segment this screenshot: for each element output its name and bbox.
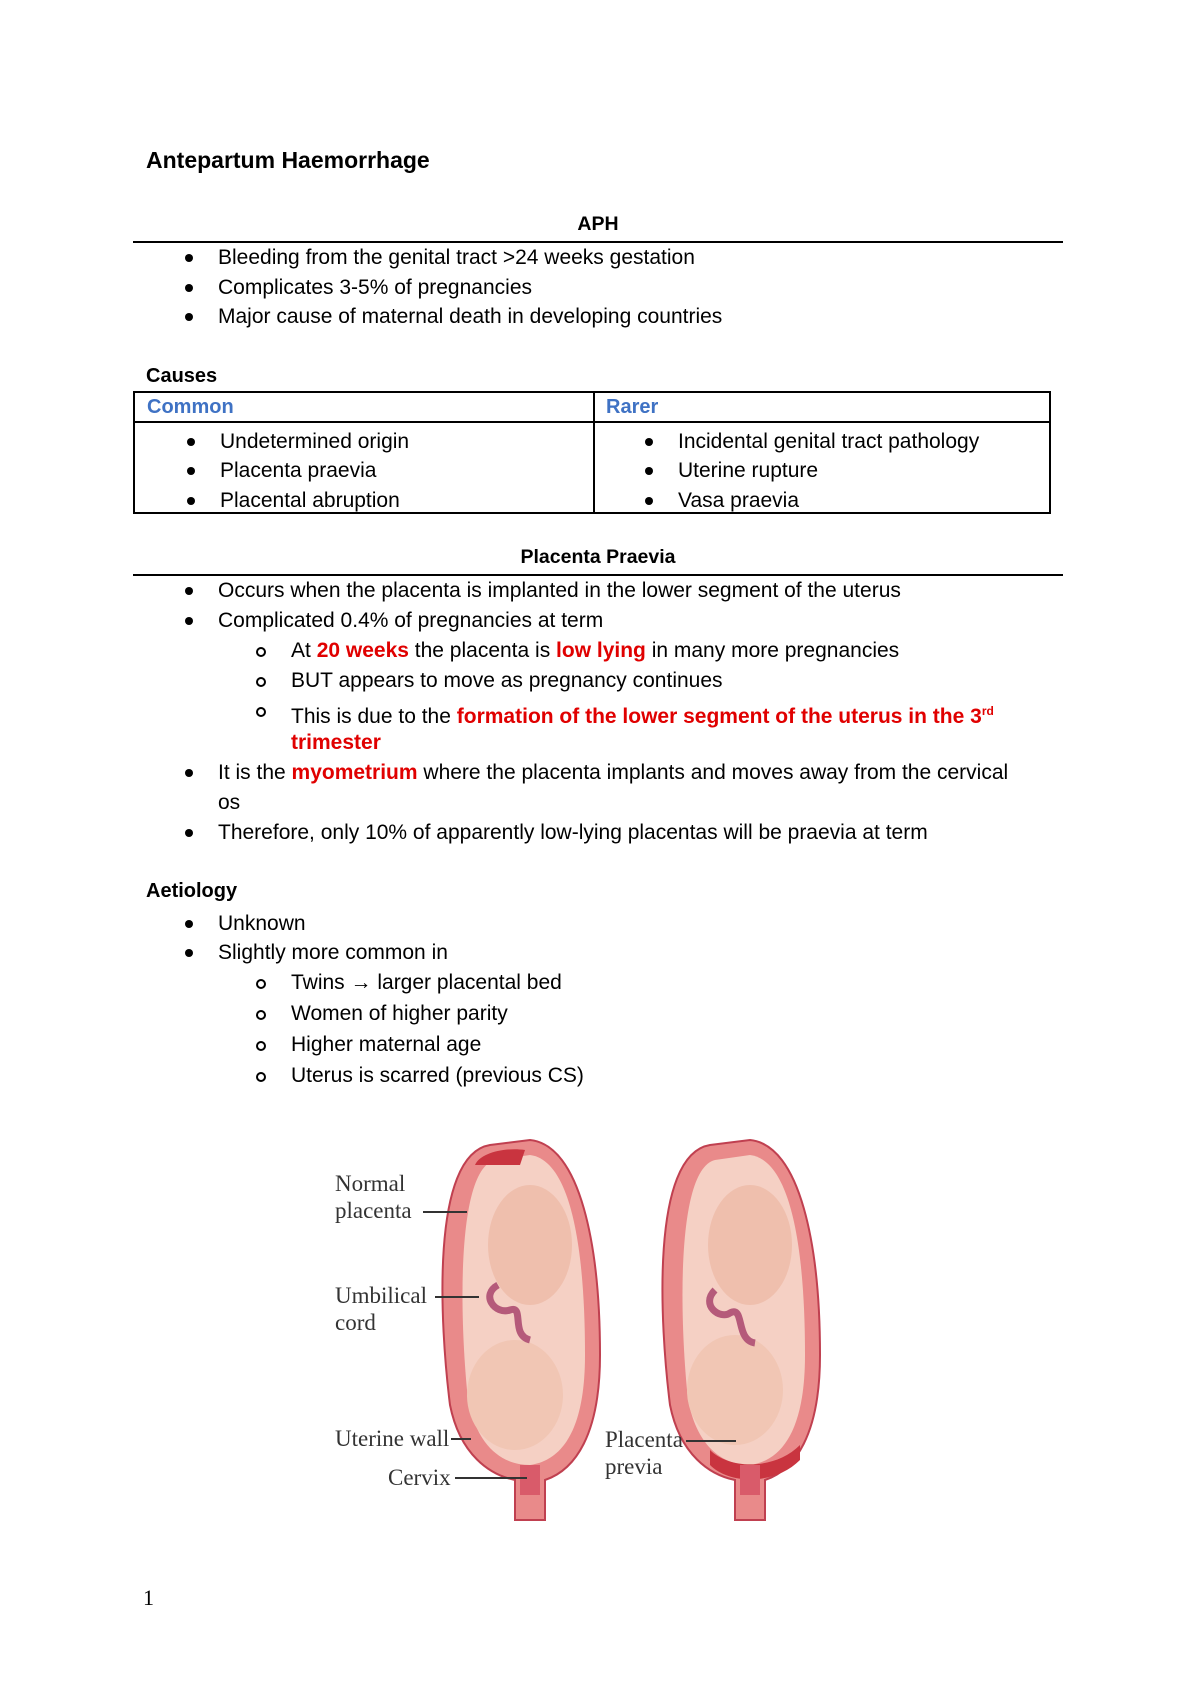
bullet-icon bbox=[185, 949, 193, 957]
label-umbilical-2: cord bbox=[335, 1310, 376, 1335]
common-item: Placental abruption bbox=[220, 489, 400, 512]
highlight-text: low lying bbox=[556, 639, 646, 662]
highlight-text: formation of the lower segment of the uterus in the 3 bbox=[456, 705, 982, 728]
highlight-text: myometrium bbox=[291, 761, 418, 784]
praevia-rule bbox=[133, 574, 1063, 576]
rarer-header: Rarer bbox=[606, 396, 659, 418]
praevia-sub-3-cont: trimester bbox=[291, 731, 381, 754]
superscript: rd bbox=[981, 704, 994, 718]
aph-bullet-1: Bleeding from the genital tract >24 weeks gestation bbox=[218, 246, 695, 269]
bullet-icon bbox=[185, 587, 193, 595]
text-span: At bbox=[291, 639, 317, 662]
praevia-sub-1 bbox=[291, 638, 899, 664]
aph-bullet-2: Complicates 3-5% of pregnancies bbox=[218, 276, 532, 299]
praevia-bullet-4: Therefore, only 10% of apparently low-lying placentas will be praevia at term bbox=[218, 821, 928, 844]
praevia-sub-2: BUT appears to move as pregnancy continues bbox=[291, 669, 723, 692]
label-cervix: Cervix bbox=[388, 1465, 451, 1490]
aetiology-heading: Aetiology bbox=[146, 880, 238, 902]
praevia-bullet-3-cont: os bbox=[218, 791, 241, 814]
bullet-icon bbox=[187, 438, 195, 446]
bullet-icon bbox=[645, 438, 653, 446]
bullet-icon bbox=[185, 617, 193, 625]
sub-bullet-icon bbox=[256, 1010, 266, 1020]
sub-bullet-icon bbox=[256, 1041, 266, 1051]
aetiology-sub: Women of higher parity bbox=[291, 1002, 508, 1025]
aetiology-sub: Uterus is scarred (previous CS) bbox=[291, 1064, 584, 1087]
praevia-bullet-1: Occurs when the placenta is implanted in the lower segment of the uterus bbox=[218, 579, 901, 602]
normal-uterus bbox=[442, 1140, 600, 1520]
rarer-item: Uterine rupture bbox=[678, 459, 819, 482]
bullet-icon bbox=[185, 313, 193, 321]
leader-line bbox=[451, 1438, 471, 1440]
sub-bullet-icon bbox=[256, 1072, 266, 1082]
praevia-bullet-2: Complicated 0.4% of pregnancies at term bbox=[218, 609, 604, 632]
common-item: Placenta praevia bbox=[220, 459, 377, 482]
text-span: in many more pregnancies bbox=[645, 639, 900, 662]
page-title: Antepartum Haemorrhage bbox=[146, 147, 430, 173]
text-span: where the placenta implants and moves away from the cervical bbox=[417, 761, 1009, 784]
bullet-icon bbox=[187, 497, 195, 505]
bullet-icon bbox=[645, 467, 653, 475]
praevia-bullet-3 bbox=[218, 760, 1008, 786]
aetiology-sub: Higher maternal age bbox=[291, 1033, 482, 1056]
common-cell bbox=[134, 422, 594, 513]
aetiology-sub: Twins → larger placental bed bbox=[291, 971, 562, 994]
label-previa-2: previa bbox=[605, 1454, 663, 1479]
aph-heading: APH bbox=[577, 213, 619, 235]
causes-table bbox=[133, 391, 1051, 514]
bullet-icon bbox=[187, 467, 195, 475]
common-header: Common bbox=[147, 396, 234, 418]
bullet-icon bbox=[185, 920, 193, 928]
page-number: 1 bbox=[143, 1585, 154, 1610]
leader-line bbox=[455, 1477, 527, 1479]
aetiology-bullet-2: Slightly more common in bbox=[218, 941, 448, 964]
causes-heading: Causes bbox=[146, 365, 218, 387]
aetiology-bullet-1: Unknown bbox=[218, 912, 306, 935]
aph-bullet-3: Major cause of maternal death in developing countries bbox=[218, 305, 723, 328]
bullet-icon bbox=[185, 284, 193, 292]
aph-rule bbox=[133, 241, 1063, 243]
leader-line bbox=[435, 1296, 479, 1298]
label-umbilical-1: Umbilical bbox=[335, 1283, 427, 1308]
bullet-icon bbox=[185, 829, 193, 837]
bullet-icon bbox=[645, 497, 653, 505]
rarer-item: Vasa praevia bbox=[678, 489, 800, 512]
label-normal-2: placenta bbox=[335, 1198, 412, 1223]
highlight-text: 20 weeks bbox=[316, 639, 409, 662]
label-previa-1: Placenta bbox=[605, 1427, 683, 1452]
sub-bullet-icon bbox=[256, 979, 266, 989]
bullet-icon bbox=[185, 254, 193, 262]
sub-bullet-icon bbox=[256, 707, 266, 717]
praevia-sub-3 bbox=[291, 698, 994, 730]
sub-bullet-icon bbox=[256, 647, 266, 657]
sub-bullet-icon bbox=[256, 677, 266, 687]
label-uterine-wall: Uterine wall bbox=[335, 1426, 450, 1451]
bullet-icon bbox=[185, 769, 193, 777]
rarer-item: Incidental genital tract pathology bbox=[678, 430, 980, 453]
previa-uterus bbox=[662, 1140, 820, 1520]
leader-line bbox=[686, 1440, 736, 1442]
text-span: It is the bbox=[218, 761, 292, 784]
rarer-cell bbox=[594, 422, 1050, 513]
label-normal-1: Normal bbox=[335, 1171, 406, 1196]
praevia-heading: Placenta Praevia bbox=[520, 546, 676, 568]
text-span: the placenta is bbox=[408, 639, 557, 662]
text-span: This is due to the bbox=[291, 705, 457, 728]
leader-line bbox=[423, 1211, 467, 1213]
common-item: Undetermined origin bbox=[220, 430, 410, 453]
